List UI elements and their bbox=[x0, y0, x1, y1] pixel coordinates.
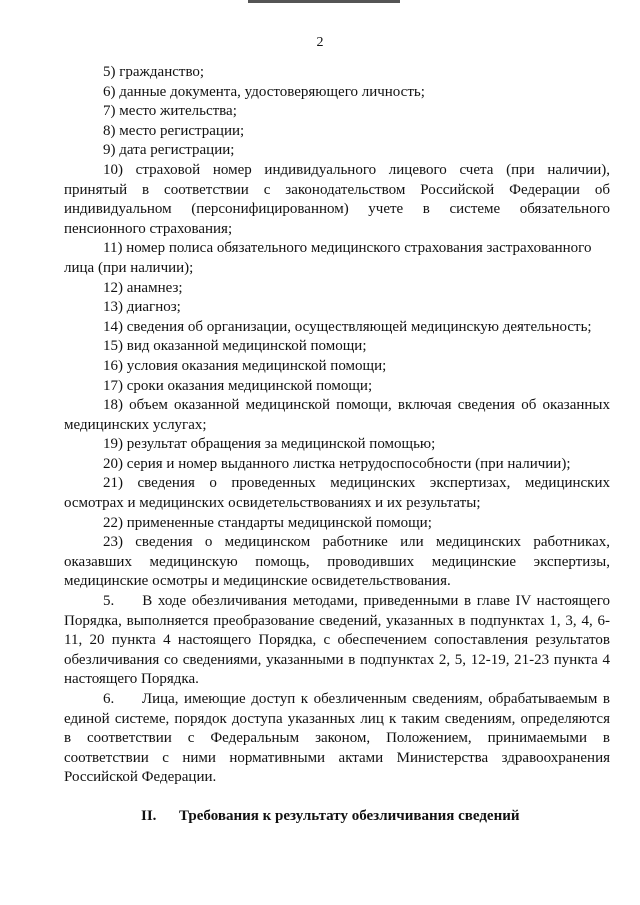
list-item: 9) дата регистрации; bbox=[103, 142, 235, 159]
scan-edge-line bbox=[248, 0, 400, 3]
section-heading bbox=[64, 807, 610, 827]
list-item: 8) место регистрации; bbox=[103, 122, 245, 139]
list-item-line: 10) страховой номер индивидуального лицевого счета (при наличии), bbox=[103, 161, 610, 178]
list-item-line: медицинских услугах; bbox=[64, 416, 207, 433]
section-title: Требования к результату обезличивания сведений bbox=[179, 807, 520, 824]
page-number: 2 bbox=[316, 35, 324, 50]
list-item: 15) вид оказанной медицинской помощи; bbox=[103, 338, 367, 355]
list-item: 20) серия и номер выданного листка нетрудоспособности (при наличии); bbox=[103, 455, 571, 472]
paragraph-line: единой системе, порядок доступа указанных лиц к таким сведениям, определяются bbox=[64, 710, 610, 727]
list-item-line: пенсионного страхования; bbox=[64, 220, 233, 237]
list-item: 6) данные документа, удостоверяющего личность; bbox=[103, 83, 425, 100]
paragraph-line: 11, 20 пункта 4 настоящего Порядка, с обеспечением сопоставления результатов bbox=[64, 632, 610, 649]
paragraph-line: обезличивания со сведениями, указанными в подпунктах 2, 5, 12-19, 21-23 пункта 4 bbox=[64, 651, 610, 668]
list-item-line: 18) объем оказанной медицинской помощи, включая сведения об оказанных bbox=[103, 397, 610, 414]
list-item-line: принятый в соответствии с законодательством Российской Федерации об bbox=[64, 181, 610, 198]
list-item: 14) сведения об организации, осуществляющей медицинскую деятельность; bbox=[103, 318, 592, 335]
paragraph-line: Порядка, выполняется преобразование сведений, указанных в подпунктах 1, 3, 4, 6- bbox=[64, 612, 610, 629]
list-item: 22) примененные стандарты медицинской помощи; bbox=[103, 514, 432, 531]
document-body bbox=[64, 63, 610, 827]
list-item: 17) сроки оказания медицинской помощи; bbox=[103, 377, 373, 394]
list-item-line: лица (при наличии); bbox=[64, 259, 194, 276]
list-item: 12) анамнез; bbox=[103, 279, 183, 296]
list-item-line: 21) сведения о проведенных медицинских экспертизах, медицинских bbox=[103, 475, 610, 492]
list-item-line: индивидуальном (персонифицированном) учете в системе обязательного bbox=[64, 201, 610, 218]
list-item-line: осмотрах и медицинских освидетельствованиях и их результаты; bbox=[64, 495, 481, 512]
list-item-line: оказавших медицинскую помощь, проводивших медицинские экспертизы, bbox=[64, 553, 610, 570]
section-number: II. bbox=[141, 807, 157, 824]
list-item-line: медицинские осмотры и медицинские освидетельствования. bbox=[64, 573, 451, 590]
paragraph-line: Российской Федерации. bbox=[64, 769, 217, 786]
list-item: 13) диагноз; bbox=[103, 299, 181, 316]
list-item-line: 23) сведения о медицинском работнике или медицинских работниках, bbox=[103, 534, 610, 551]
paragraph-line: настоящего Порядка. bbox=[64, 671, 199, 688]
list-item-line: 11) номер полиса обязательного медицинского страхования застрахованного bbox=[103, 240, 592, 257]
list-item: 5) гражданство; bbox=[103, 64, 205, 80]
paragraph-line: в соответствии с Федеральным законом, Положением, принимаемыми в bbox=[64, 730, 610, 747]
list-item: 7) место жительства; bbox=[103, 103, 237, 120]
list-item: 16) условия оказания медицинской помощи; bbox=[103, 357, 387, 374]
paragraph-line: 5. В ходе обезличивания методами, приведенными в главе IV настоящего bbox=[103, 593, 610, 610]
paragraph-line: соответствии с ними нормативными актами Министерства здравоохранения bbox=[64, 749, 610, 766]
paragraph-line: 6. Лица, имеющие доступ к обезличенным сведениям, обрабатываемым в bbox=[103, 691, 610, 707]
list-item: 19) результат обращения за медицинской помощью; bbox=[103, 436, 436, 453]
